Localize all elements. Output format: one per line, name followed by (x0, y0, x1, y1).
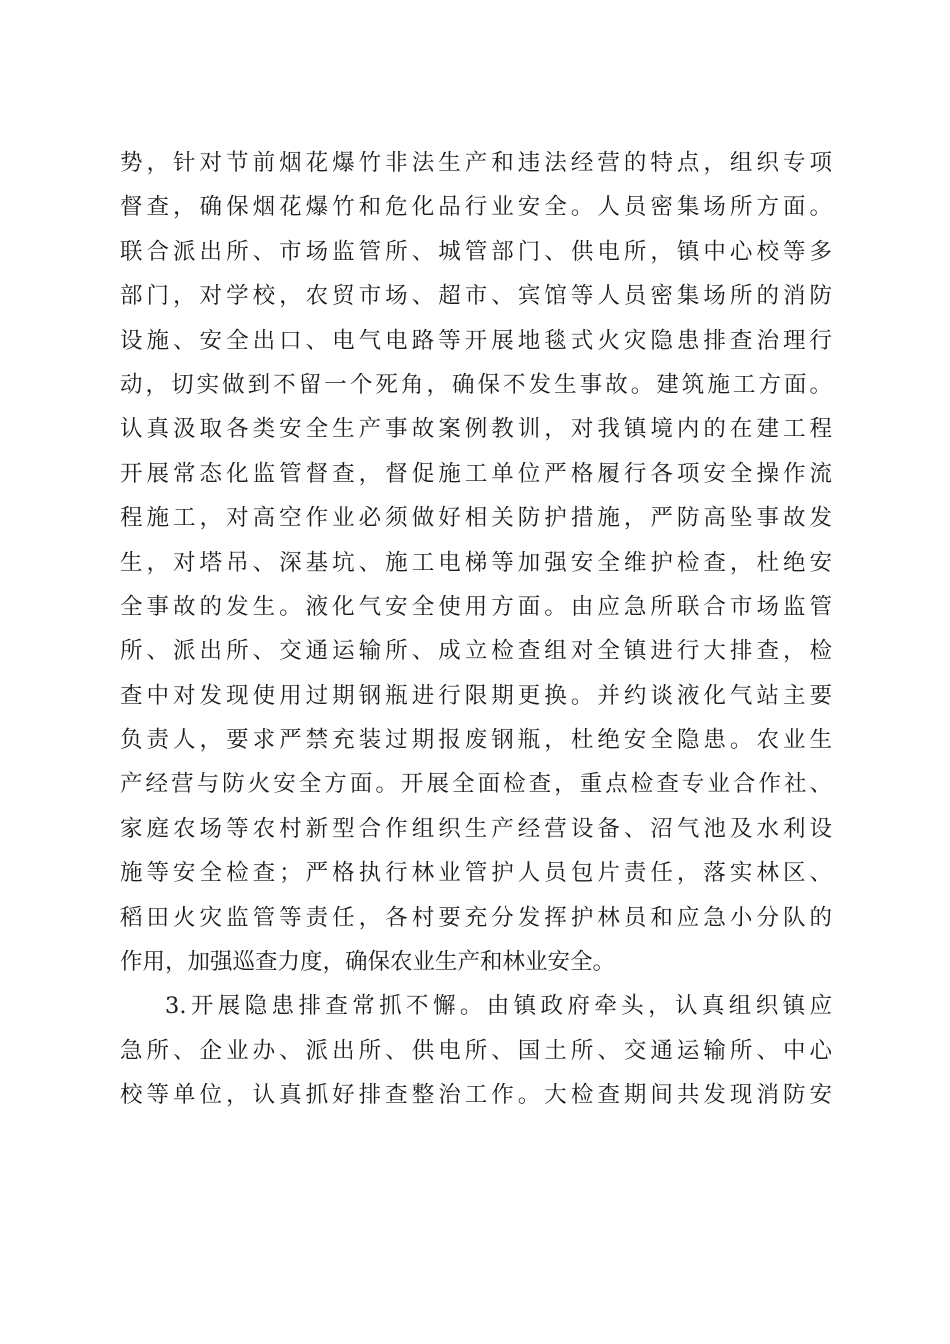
text-line: 生，对塔吊、深基坑、施工电梯等加强安全维护检查，杜绝安 (120, 549, 832, 576)
text-line: 产经营与防火安全方面。开展全面检查，重点检查专业合作社、 (120, 771, 832, 798)
text-line: 校等单位，认真抓好排查整治工作。大检查期间共发现消防安 (120, 1082, 832, 1109)
text-line: 查中对发现使用过期钢瓶进行限期更换。并约谈液化气站主要 (120, 682, 832, 709)
text-line: 认真汲取各类安全生产事故案例教训，对我镇境内的在建工程 (120, 416, 832, 443)
text-line: 稻田火灾监管等责任，各村要充分发挥护林员和应急小分队的 (120, 904, 832, 931)
text-line: 设施、安全出口、电气电路等开展地毯式火灾隐患排查治理行 (120, 327, 832, 354)
text-line: 联合派出所、市场监管所、城管部门、供电所，镇中心校等多 (120, 238, 832, 265)
text-line: 督查，确保烟花爆竹和危化品行业安全。人员密集场所方面。 (120, 194, 832, 221)
text-line: 所、派出所、交通运输所、成立检查组对全镇进行大排查，检 (120, 638, 832, 665)
text-line: 家庭农场等农村新型合作组织生产经营设备、沼气池及水利设 (120, 815, 832, 842)
text-line: 全事故的发生。液化气安全使用方面。由应急所联合市场监管 (120, 593, 832, 620)
text-line: 程施工，对高空作业必须做好相关防护措施，严防高坠事故发 (120, 505, 832, 532)
text-line: 施等安全检查；严格执行林业管护人员包片责任，落实林区、 (120, 860, 832, 887)
text-line: 急所、企业办、派出所、供电所、国土所、交通运输所、中心 (120, 1037, 832, 1064)
text-line: 势，针对节前烟花爆竹非法生产和违法经营的特点，组织专项 (120, 150, 832, 176)
section-heading-line: 3.开展隐患排查常抓不懈。由镇政府牵头，认真组织镇应 (165, 993, 832, 1020)
body-text (120, 141, 832, 1118)
text-line: 开展常态化监管督查，督促施工单位严格履行各项安全操作流 (120, 460, 832, 487)
text-line: 负责人，要求严禁充装过期报废钢瓶，杜绝安全隐患。农业生 (120, 727, 832, 754)
paragraph-end-line: 作用，加强巡查力度，确保农业生产和林业安全。 (120, 949, 616, 976)
text-line: 动，切实做到不留一个死角，确保不发生事故。建筑施工方面。 (120, 371, 832, 398)
text-line: 部门，对学校，农贸市场、超市、宾馆等人员密集场所的消防 (120, 283, 832, 310)
